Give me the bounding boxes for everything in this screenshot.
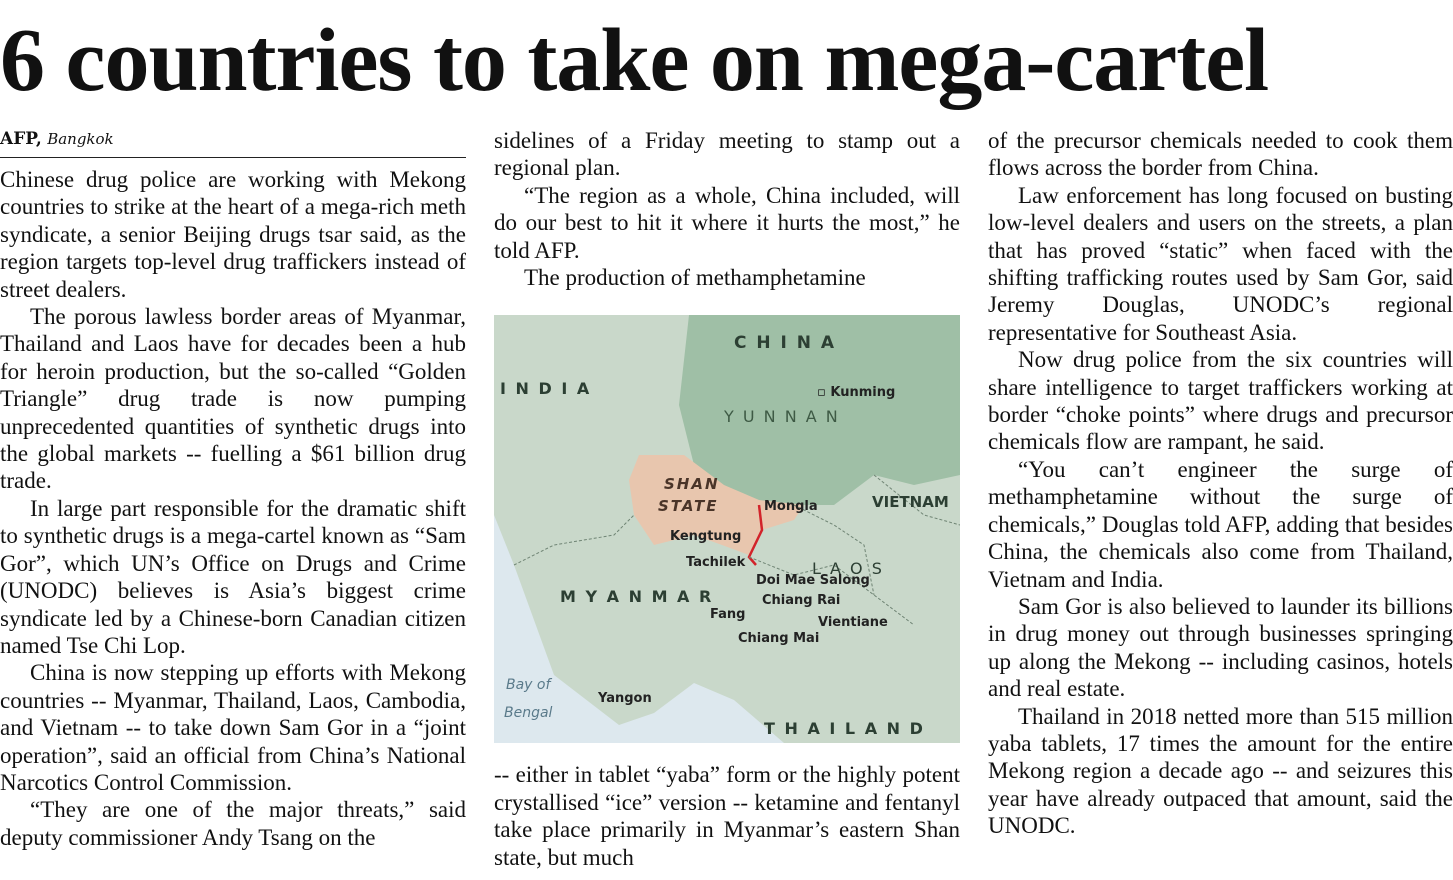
column-2	[494, 127, 960, 880]
region-map	[494, 315, 960, 743]
byline-city: Bangkok	[47, 130, 114, 148]
city-tachilek: Tachilek	[686, 555, 746, 571]
city-yangon: Yangon	[598, 691, 652, 707]
map-label-thailand: T H A I L A N D	[764, 719, 925, 739]
paragraph: The production of methamphetamine	[524, 265, 866, 291]
city-kunming	[817, 385, 895, 400]
paragraph: “The region as a whole, China included, will do our best to hit it where it hurts the most,” he told AFP.	[494, 182, 960, 263]
map-label-vietnam: VIETNAM	[872, 493, 949, 512]
map-label-shan: SHAN	[664, 475, 720, 494]
map-label-yunnan: Y U N N A N	[724, 407, 840, 427]
paragraph: “You can’t engineer the surge of methamphetamine without the surge of chemicals,” Douglas told AFP, adding that besides China, the chemicals also come from Thailand, Vietnam and India.	[988, 456, 1453, 592]
paragraph: Law enforcement has long focused on busting low-level dealers and users on the streets, a plan that has proved “static” when faced with the shifting trafficking routes used by Sam Gor, said Jeremy Douglas, UNODC’s regional representative for Southeast Asia.	[988, 182, 1453, 345]
paragraph: Thailand in 2018 netted more than 515 million yaba tablets, 17 times the amount for the entire Mekong region a decade ago -- and seizures this year have already outpaced that amount, said the UNODC.	[988, 703, 1453, 839]
map-label-china: C H I N A	[734, 333, 837, 354]
map-label-laos: L A O S	[812, 559, 884, 579]
paragraph: -- either in tablet “yaba” form or the highly potent crystallised “ice” version -- ketamine and fentanyl take place primarily in Myanmar’s eastern Shan state, but much	[494, 762, 960, 870]
column-3	[988, 127, 1453, 880]
paragraph: sidelines of a Friday meeting to stamp out a regional plan.	[494, 128, 960, 181]
paragraph: “They are one of the major threats,” said deputy commissioner Andy Tsang on the	[0, 797, 466, 850]
map-label-myanmar: M Y A N M A R	[560, 587, 714, 607]
city-marker-icon: ▫	[817, 385, 826, 401]
paragraph: of the precursor chemicals needed to cook them flows across the border from China.	[988, 128, 1453, 181]
paragraph: The porous lawless border areas of Myanmar, Thailand and Laos have for decades been a hub for heroin production, but the so-called “Golden Triangle” drug trade is now pumping unprecedented quantities of synthetic drugs into the global markets -- fuelling a $61 billion drug trade.	[0, 304, 466, 494]
headline: 6 countries to take on mega-cartel	[0, 11, 1269, 110]
paragraph: Now drug police from the six countries will share intelligence to target traffickers working at border “choke points” where drugs and precursor chemicals flow are rampant, he said.	[988, 347, 1453, 455]
byline	[0, 127, 466, 158]
city-doi-mae-salong: Doi Mae Salong	[756, 573, 870, 589]
map-label-india: I N D I A	[500, 379, 592, 399]
paragraph: Sam Gor is also believed to launder its billions in drug money out through businesses springing up along the Mekong -- including casinos, hotels and real estate.	[988, 593, 1453, 702]
paragraph: In large part responsible for the dramatic shift to synthetic drugs is a mega-cartel known as “Sam Gor”, which UN’s Office on Drugs and Crime (UNODC) believes is Asia’s biggest crime syndicate led by a Chinese-born Canadian citizen named Tse Chi Lop.	[0, 495, 466, 658]
city-label: Kunming	[830, 385, 896, 401]
city-vientiane: Vientiane	[818, 615, 888, 631]
byline-agency: AFP,	[0, 129, 42, 149]
city-chiang-rai: Chiang Rai	[762, 593, 841, 609]
city-chiang-mai: Chiang Mai	[738, 631, 820, 647]
map-label-bengal: Bengal	[504, 705, 553, 722]
column-1	[0, 127, 466, 880]
map-label-state: STATE	[658, 497, 719, 516]
paragraph: Chinese drug police are working with Mekong countries to strike at the heart of a mega-rich meth syndicate, a senior Beijing drugs tsar said, as the region targets top-level drug traffickers instead of street dealers.	[0, 167, 466, 302]
map-label-bay: Bay of	[506, 677, 551, 694]
city-fang: Fang	[710, 607, 746, 623]
city-kengtung: Kengtung	[670, 529, 742, 545]
city-mongla: Mongla	[764, 499, 818, 515]
paragraph: China is now stepping up efforts with Mekong countries -- Myanmar, Thailand, Laos, Cambodia, and Vietnam -- to take down Sam Gor in a “joint operation”, said an official from China’s National Narcotics Control Commission.	[0, 660, 466, 795]
